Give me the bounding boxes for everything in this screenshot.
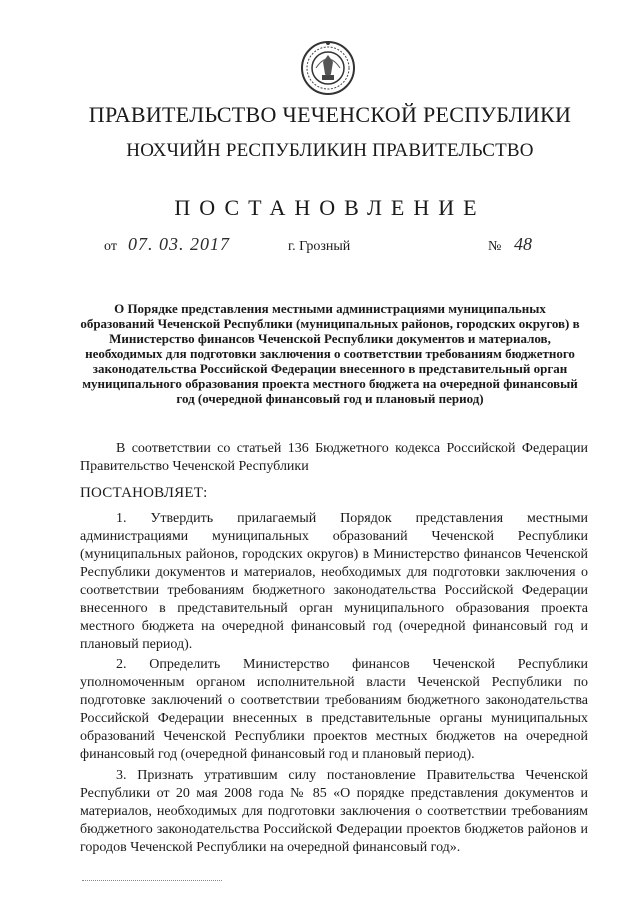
- intro-paragraph: В соответствии со статьей 136 Бюджетного кодекса Российской Федерации Правительство Чеченской Республики: [80, 441, 588, 474]
- decree-number: 48: [514, 234, 532, 254]
- city-label: г. Грозный: [288, 239, 351, 254]
- footer-divider: [82, 880, 222, 881]
- paragraph-1: 1. Утвердить прилагаемый Порядок представления местными администрациями муниципальных образований Чеченской Республики (муниципальных районов, городских округов) в Министерство финансов Чеченской Республики документов и материалов, необходимых для подготовки заключения о соответствии требованиям бюджетного законодательства Российской Федерации внесенного в представительный орган муниципального образования проекта местного бюджета на очередной финансовый год (очередной финансовый год и плановый период).: [80, 511, 588, 652]
- paragraph-2: 2. Определить Министерство финансов Чеченской Республики уполномоченным органом исполнительной власти Чеченской Республики по подготовке заключений о соответствии требованиям бюджетного законодательства Российской Федерации внесенных в представительные органы муниципальных образований Чеченской Республики проектов местных бюджетов на очередной финансовый год (очередной финансовый год и плановый период).: [80, 657, 588, 762]
- decree-meta-row: [104, 236, 544, 260]
- government-title-ce: НОХЧИЙН РЕСПУБЛИКИН ПРАВИТЕЛЬСТВО: [126, 140, 534, 161]
- government-title-ru: ПРАВИТЕЛЬСТВО ЧЕЧЕНСКОЙ РЕСПУБЛИКИ: [88, 102, 572, 127]
- date-prefix-label: от: [104, 239, 117, 254]
- number-label: №: [488, 239, 502, 254]
- paragraph-3: 3. Признать утратившим силу постановление Правительства Чеченской Республики от 20 мая 2008 года № 85 «О порядке представления документов и материалов, необходимых для подготовки заключения о соответствии требованиям бюджетного законодательства Российской Федерации проектов бюджетов районов и городов Чеченской Республики на очередной финансовый год».: [80, 768, 588, 855]
- decree-subject: О Порядке представления местными администрациями муниципальных образований Чеченской Республики (муниципальных районов, городских округов) в Министерство финансов Чеченской Республики документов и материалов, необходимых для подготовки заключения о соответствии требованиям бюджетного законодательства Российской Федерации внесенного в представительный орган муниципального образования проекта местного бюджета на очередной финансовый год (очередной финансовый год и плановый период): [80, 301, 580, 406]
- document-type-title: ПОСТАНОВЛЕНИЕ: [174, 195, 486, 220]
- decree-date: 07. 03. 2017: [128, 234, 230, 254]
- resolve-heading: ПОСТАНОВЛЯЕТ:: [80, 485, 208, 501]
- emblem-icon: [300, 38, 356, 98]
